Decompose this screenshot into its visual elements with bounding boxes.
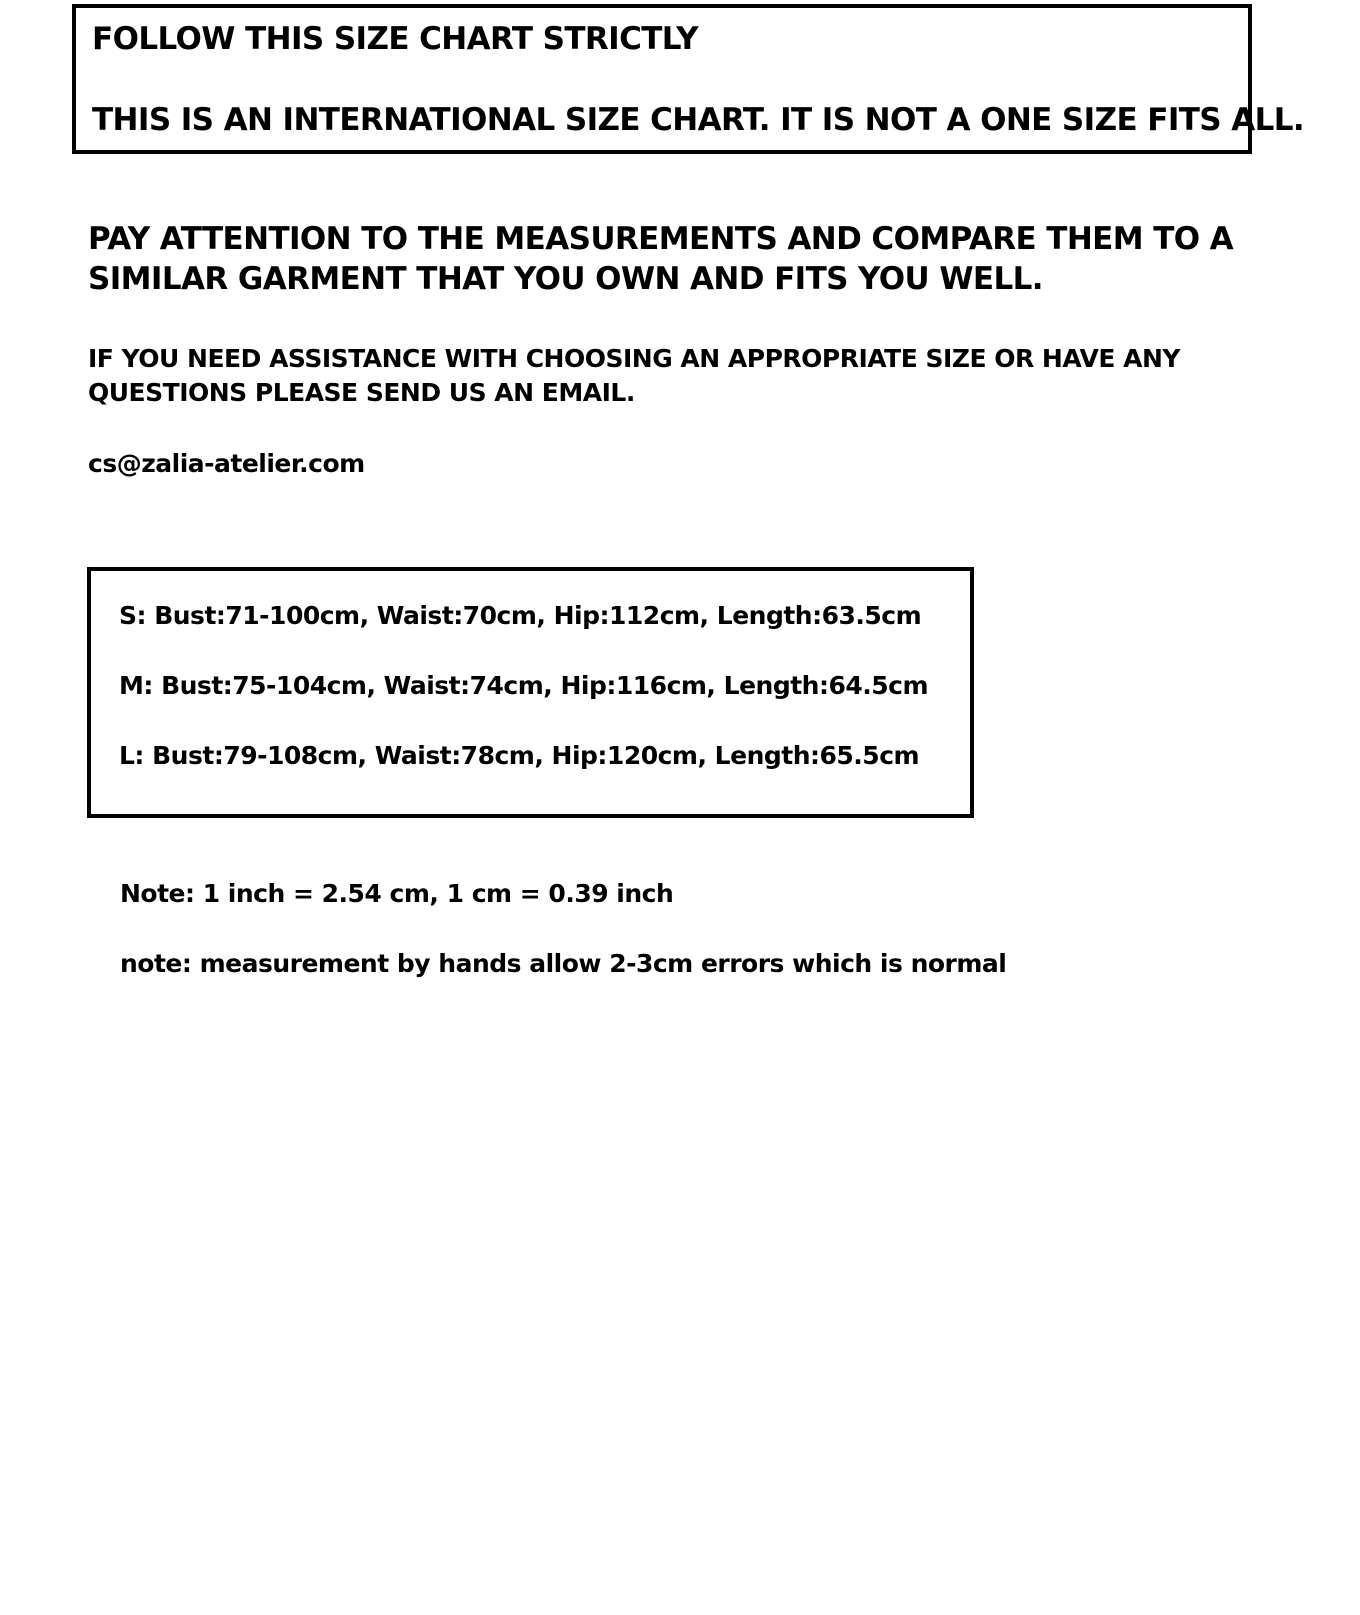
conversion-note: Note: 1 inch = 2.54 cm, 1 cm = 0.39 inch: [120, 879, 674, 908]
size-m-measurements: M: Bust:75-104cm, Waist:74cm, Hip:116cm, Length:64.5cm: [119, 671, 929, 700]
measurement-error-note: note: measurement by hands allow 2-3cm errors which is normal: [120, 949, 1007, 978]
assistance-line-2: QUESTIONS PLEASE SEND US AN EMAIL.: [88, 378, 635, 407]
contact-email: cs@zalia-atelier.com: [88, 449, 365, 478]
size-s-measurements: S: Bust:71-100cm, Waist:70cm, Hip:112cm, Length:63.5cm: [119, 601, 922, 630]
size-l-measurements: L: Bust:79-108cm, Waist:78cm, Hip:120cm, Length:65.5cm: [119, 741, 920, 770]
notice-subheading: THIS IS AN INTERNATIONAL SIZE CHART. IT IS NOT A ONE SIZE FITS ALL.: [92, 102, 1305, 138]
size-measurements-box: [87, 567, 974, 818]
strict-size-chart-notice-box: [72, 4, 1305, 154]
assistance-line-1: IF YOU NEED ASSISTANCE WITH CHOOSING AN APPROPRIATE SIZE OR HAVE ANY: [88, 344, 1181, 373]
advice-line-1: PAY ATTENTION TO THE MEASUREMENTS AND COMPARE THEM TO A: [88, 221, 1234, 257]
notice-heading: FOLLOW THIS SIZE CHART STRICTLY: [92, 21, 698, 57]
advice-line-2: SIMILAR GARMENT THAT YOU OWN AND FITS YOU WELL.: [88, 261, 1043, 297]
